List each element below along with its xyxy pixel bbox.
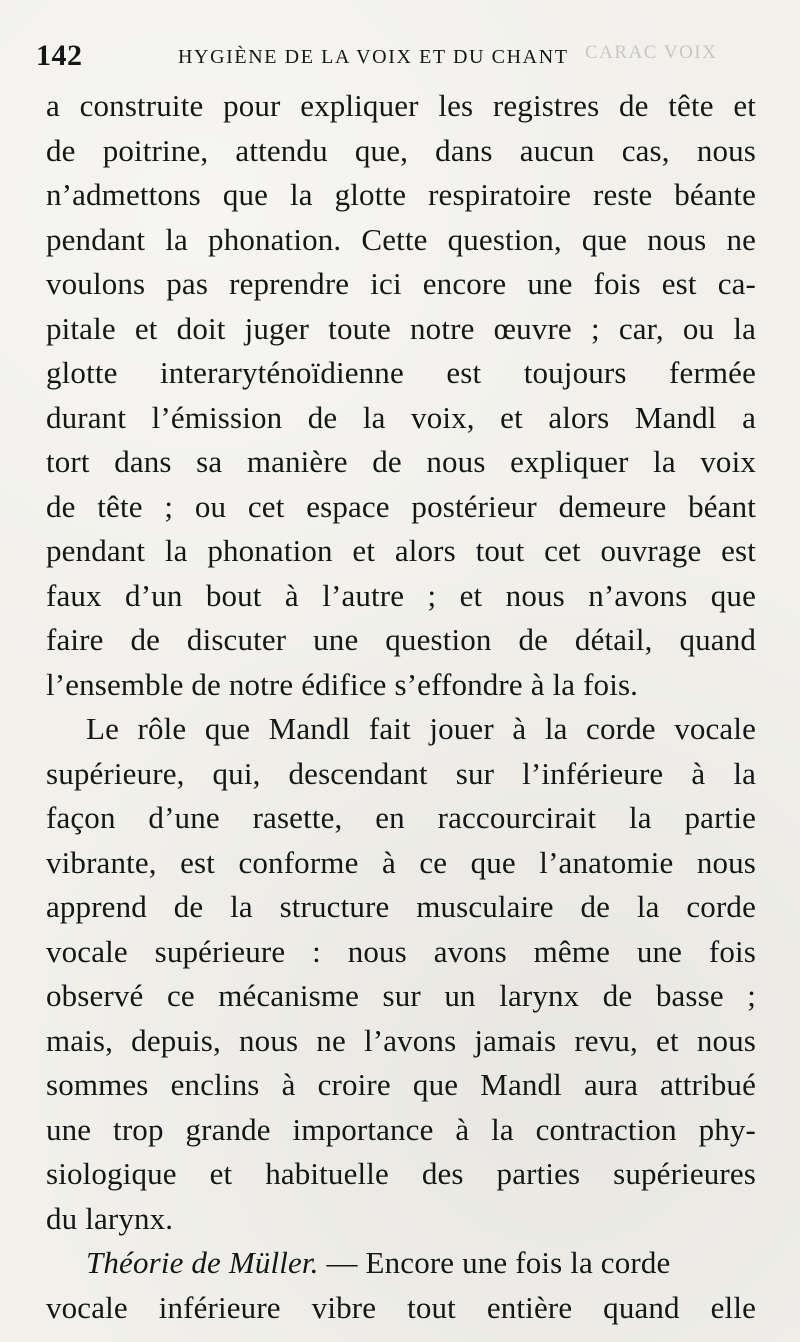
- text-line: une trop grande importance à la contraction phy-: [46, 1111, 756, 1147]
- text-line: l’ensemble de notre édifice s’effondre à la fois.: [46, 666, 639, 702]
- body-text: [46, 84, 756, 1330]
- paragraph-first-line: Le rôle que Mandl fait jouer à la corde vocale: [86, 711, 756, 746]
- page-number: 142: [36, 39, 83, 72]
- text-line: apprend de la structure musculaire de la corde: [46, 889, 756, 924]
- section-text: — Encore une fois la corde: [318, 1245, 671, 1280]
- running-head: HYGIÈNE DE LA VOIX ET DU CHANT: [178, 46, 569, 68]
- paragraph-first-line: [46, 1241, 756, 1286]
- text-line: observé ce mécanisme sur un larynx de basse ;: [46, 978, 756, 1013]
- text-line: pitale et doit juger toute notre œuvre ; car, ou la: [46, 310, 756, 346]
- text-line: faire de discuter une question de détail, quand: [46, 622, 756, 657]
- text-line: sommes enclins à croire que Mandl aura attribué: [46, 1067, 756, 1102]
- text-line: glotte interaryténoïdienne est toujours fermée: [46, 355, 756, 390]
- text-line: faux d’un bout à l’autre ; et nous n’avons que: [46, 577, 756, 613]
- text-line: pendant la phonation. Cette question, que nous ne: [46, 221, 756, 257]
- text-line: supérieure, qui, descendant sur l’inférieure à la: [46, 755, 756, 791]
- text-line: vibrante, est conforme à ce que l’anatomie nous: [46, 844, 756, 880]
- text-line: mais, depuis, nous ne l’avons jamais revu, et nous: [46, 1022, 756, 1058]
- text-line: de poitrine, attendu que, dans aucun cas, nous: [46, 132, 756, 168]
- text-line: n’admettons que la glotte respiratoire reste béante: [46, 177, 756, 212]
- text-line: façon d’une rasette, en raccourcirait la partie: [46, 800, 756, 835]
- text-line: voulons pas reprendre ici encore une fois est ca-: [46, 266, 756, 301]
- text-line: a construite pour expliquer les registres de tête et: [46, 88, 756, 123]
- text-line: durant l’émission de la voix, et alors Mandl a: [46, 399, 756, 435]
- text-line: tort dans sa manière de nous expliquer la voix: [46, 444, 756, 479]
- text-line: vocale inférieure vibre tout entière quand elle: [46, 1289, 756, 1325]
- text-line: pendant la phonation et alors tout cet ouvrage est: [46, 533, 756, 568]
- text-line: de tête ; ou cet espace postérieur demeure béant: [46, 488, 756, 524]
- text-line: du larynx.: [46, 1200, 174, 1236]
- section-title: Théorie de Müller.: [86, 1245, 319, 1280]
- text-line: siologique et habituelle des parties supérieures: [46, 1156, 756, 1191]
- bleed-through-text: CARAC VOIX: [585, 42, 718, 63]
- text-line: vocale supérieure : nous avons même une fois: [46, 933, 756, 969]
